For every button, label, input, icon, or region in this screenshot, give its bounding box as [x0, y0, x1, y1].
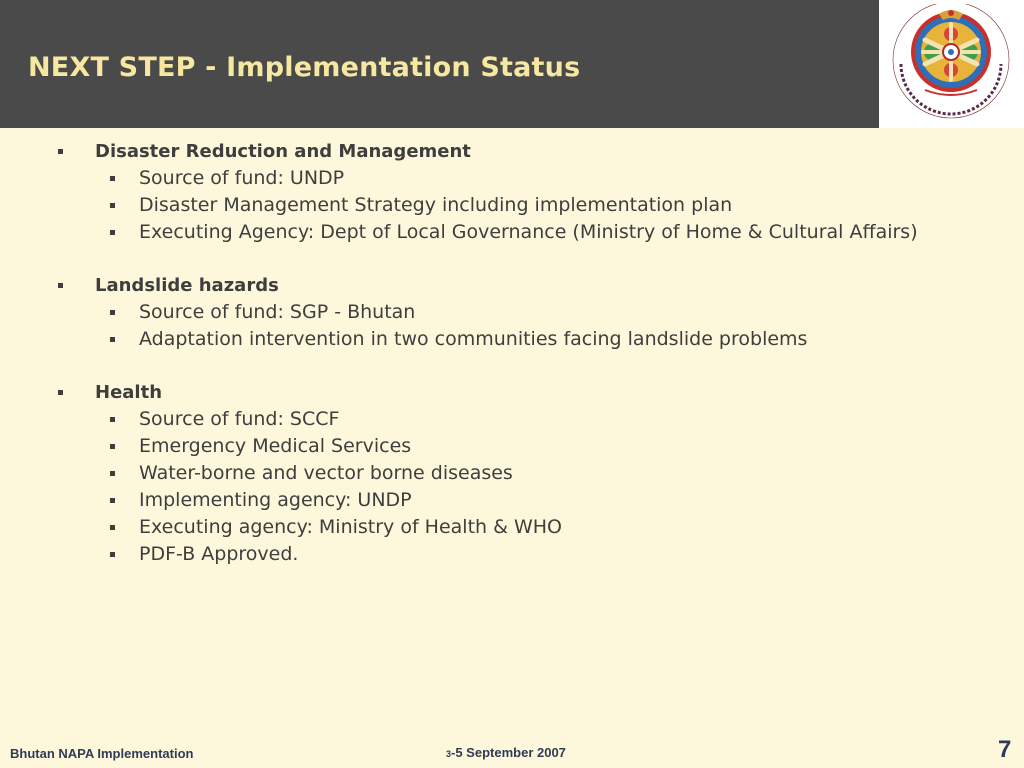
list-item-text: Disaster Management Strategy including implementation plan	[139, 194, 733, 216]
list-item	[0, 192, 1024, 219]
footer-date	[446, 745, 566, 760]
list-item-text: Executing agency: Ministry of Health & WHO	[139, 516, 563, 538]
list-item-text: Emergency Medical Services	[139, 435, 412, 457]
list-item	[0, 165, 1024, 192]
section-heading-text: Landslide hazards	[95, 275, 279, 296]
section-landslide-hazards	[0, 272, 1024, 353]
square-bullet-icon	[58, 149, 63, 154]
list-item	[0, 433, 1024, 460]
square-bullet-icon	[110, 525, 115, 530]
list-item	[0, 326, 1024, 353]
section-disaster-reduction	[0, 138, 1024, 246]
list-item-text: Source of fund: UNDP	[139, 167, 345, 189]
square-bullet-icon	[110, 176, 115, 181]
footer-title: Bhutan NAPA Implementation	[10, 746, 194, 761]
square-bullet-icon	[110, 230, 115, 235]
square-bullet-icon	[110, 203, 115, 208]
list-item	[0, 406, 1024, 433]
list-item	[0, 460, 1024, 487]
square-bullet-icon	[110, 337, 115, 342]
list-item	[0, 541, 1024, 568]
bhutan-national-emblem-icon	[889, 4, 1013, 124]
square-bullet-icon	[110, 417, 115, 422]
list-item-text: Water-borne and vector borne diseases	[139, 462, 513, 484]
section-heading	[0, 138, 1024, 165]
list-item	[0, 514, 1024, 541]
square-bullet-icon	[110, 310, 115, 315]
square-bullet-icon	[110, 498, 115, 503]
list-item-text: Adaptation intervention in two communities facing landslide problems	[139, 328, 808, 350]
list-item-text: Implementing agency: UNDP	[139, 489, 412, 511]
list-item-text: Source of fund: SGP - Bhutan	[139, 301, 416, 323]
list-item-text: Executing Agency: Dept of Local Governance (Ministry of Home & Cultural Affairs)	[139, 221, 918, 243]
title-bar	[0, 0, 879, 128]
section-heading	[0, 379, 1024, 406]
page-number: 7	[998, 736, 1012, 763]
section-heading-text: Disaster Reduction and Management	[95, 141, 471, 162]
list-item-text: PDF-B Approved.	[139, 543, 299, 565]
list-item-text: Source of fund: SCCF	[139, 408, 340, 430]
list-item	[0, 487, 1024, 514]
square-bullet-icon	[110, 471, 115, 476]
footer-date-text: -5 September 2007	[451, 745, 566, 760]
square-bullet-icon	[58, 283, 63, 288]
list-item	[0, 299, 1024, 326]
slide-body	[0, 138, 1024, 594]
square-bullet-icon	[110, 444, 115, 449]
footer-date-prefix: 3	[446, 749, 452, 759]
square-bullet-icon	[58, 390, 63, 395]
section-health	[0, 379, 1024, 568]
list-item	[0, 219, 1024, 246]
slide-title: NEXT STEP - Implementation Status	[28, 52, 581, 83]
logo-panel	[879, 0, 1024, 128]
section-heading-text: Health	[95, 382, 163, 403]
square-bullet-icon	[110, 552, 115, 557]
section-heading	[0, 272, 1024, 299]
